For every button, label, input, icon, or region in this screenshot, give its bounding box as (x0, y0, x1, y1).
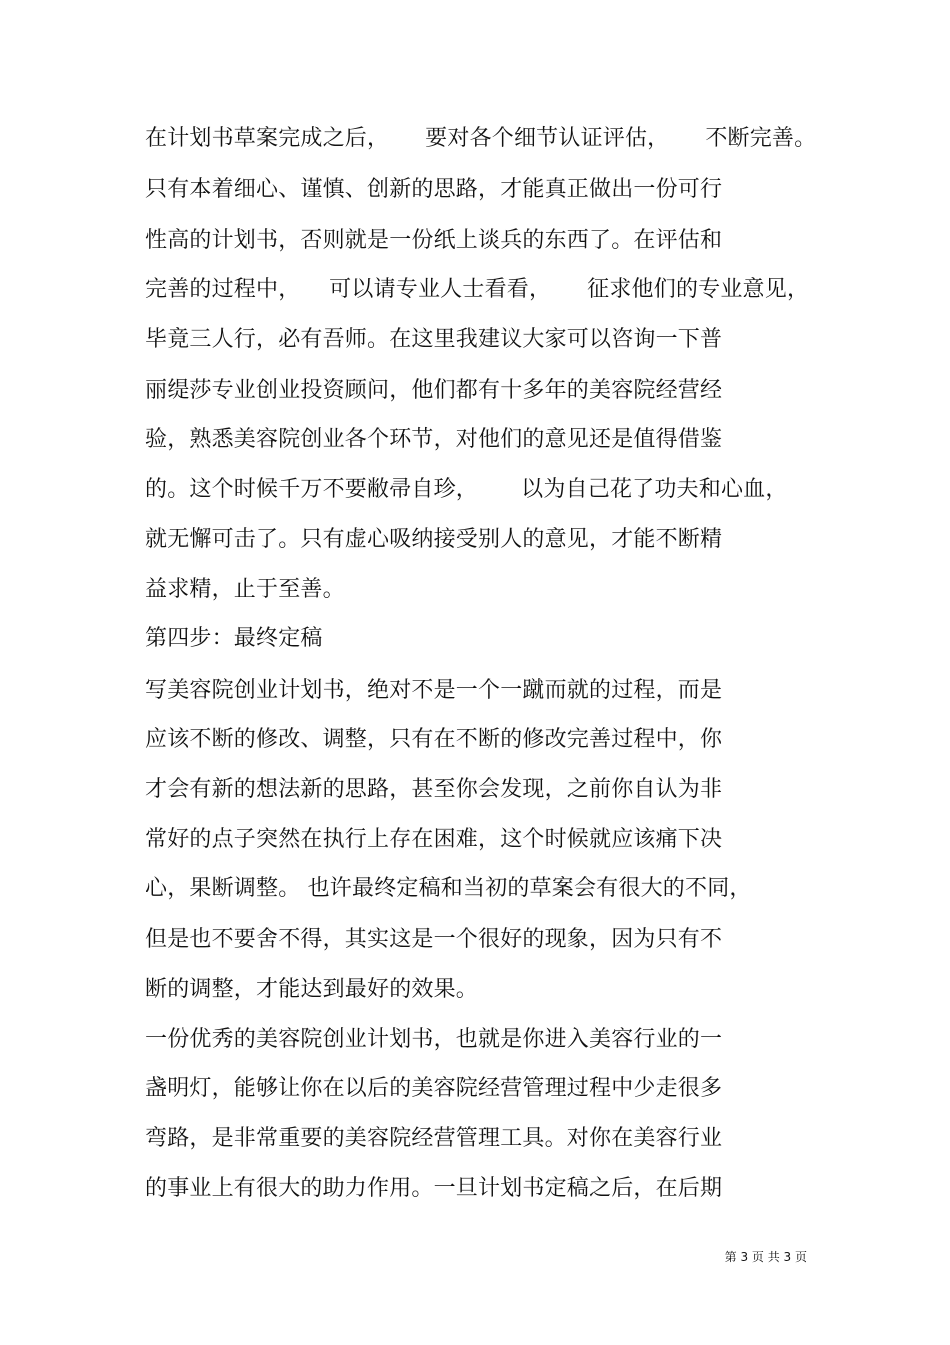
body-line: 毕竟三人行，必有吾师。在这里我建议大家可以咨询一下普 (145, 327, 723, 352)
body-line: 性高的计划书，否则就是一份纸上谈兵的东西了。在评估和 (145, 228, 723, 253)
body-line: 断的调整，才能达到最好的效果。 (145, 977, 479, 1002)
body-line: 弯路，是非常重要的美容院经营管理工具。对你在美容行业 (145, 1126, 723, 1151)
body-line: 的事业上有很大的助力作用。一旦计划书定稿之后，在后期 (145, 1176, 723, 1201)
body-line: 只有本着细心、谨慎、创新的思路，才能真正做出一份可行 (145, 177, 723, 202)
body-line: 在计划书草案完成之后， 要对各个细节认证评估， 不断完善。 (145, 126, 817, 151)
body-line: 就无懈可击了。只有虚心吸纳接受别人的意见，才能不断精 (145, 527, 723, 552)
body-line: 常好的点子突然在执行上存在困难，这个时候就应该痛下决 (145, 827, 723, 852)
body-line: 心，果断调整。 也许最终定稿和当初的草案会有很大的不同， (145, 876, 752, 901)
body-line: 验，熟悉美容院创业各个环节，对他们的意见还是值得借鉴 (145, 427, 723, 452)
body-line: 写美容院创业计划书，绝对不是一个一蹴而就的过程，而是 (145, 678, 723, 703)
body-line: 益求精，止于至善。 (145, 577, 345, 602)
body-line: 一份优秀的美容院创业计划书，也就是你进入美容行业的一 (145, 1027, 723, 1052)
body-line: 的。这个时候千万不要敝帚自珍， 以为自己花了功夫和心血， (145, 477, 788, 502)
body-line: 丽缇莎专业创业投资顾问，他们都有十多年的美容院经营经 (145, 378, 723, 403)
body-line: 应该不断的修改、调整，只有在不断的修改完善过程中，你 (145, 727, 723, 752)
section-heading: 第四步：最终定稿 (145, 626, 323, 651)
body-line: 但是也不要舍不得，其实这是一个很好的现象，因为只有不 (145, 927, 723, 952)
page-number-footer: 第 3 页 共 3 页 (724, 1250, 807, 1264)
body-line: 盏明灯，能够让你在以后的美容院经营管理过程中少走很多 (145, 1076, 723, 1101)
body-line: 完善的过程中， 可以请专业人士看看， 征求他们的专业意见， (145, 277, 810, 302)
body-line: 才会有新的想法新的思路，甚至你会发现，之前你自认为非 (145, 777, 723, 802)
